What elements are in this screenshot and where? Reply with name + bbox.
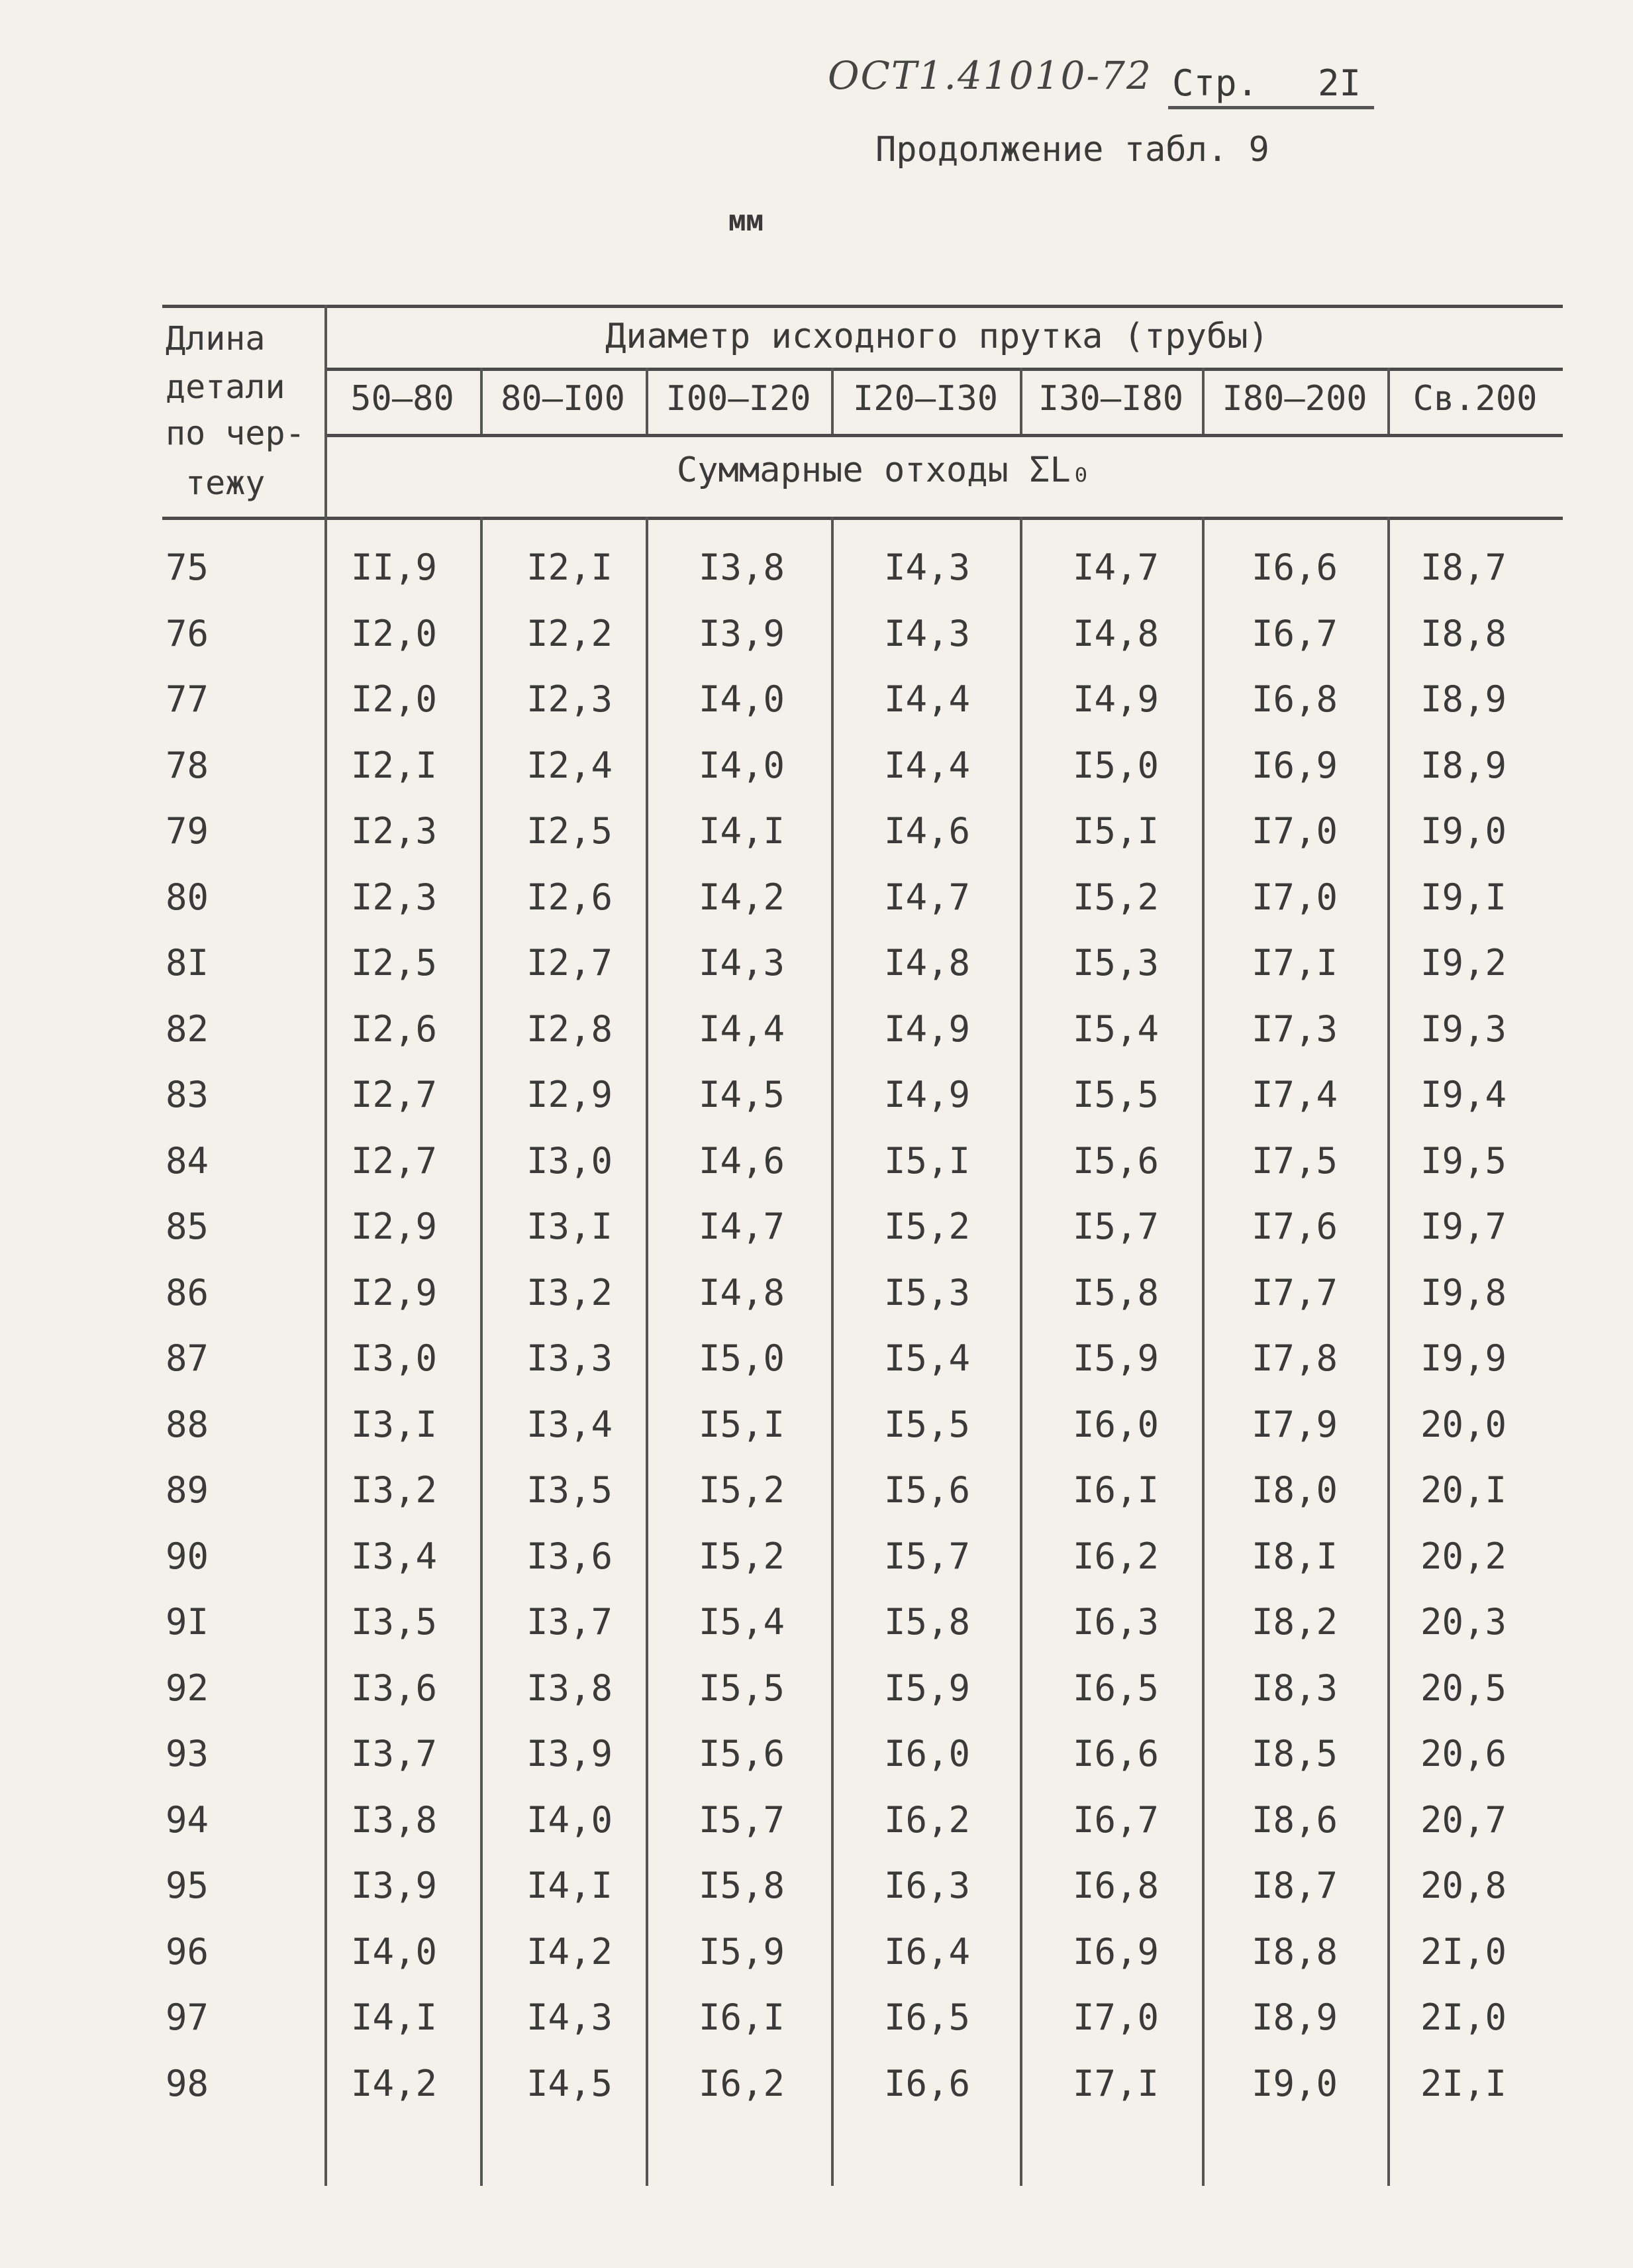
row-length: 77 bbox=[166, 678, 209, 720]
table-cell: I8,5 bbox=[1251, 1733, 1338, 1775]
table-cell: I7,6 bbox=[1251, 1206, 1338, 1247]
table-cell: I4,8 bbox=[698, 1272, 785, 1314]
table-cell: I5,I bbox=[698, 1404, 785, 1445]
row-length: 86 bbox=[166, 1272, 209, 1314]
table-cell: I7,5 bbox=[1251, 1140, 1338, 1182]
row-length: 9I bbox=[166, 1601, 209, 1643]
table-cell: I7,9 bbox=[1251, 1404, 1338, 1445]
table-cell: I4,I bbox=[350, 1996, 438, 2038]
row-length: 83 bbox=[166, 1074, 209, 1115]
table-cell: I5,2 bbox=[883, 1206, 971, 1247]
table-cell: I4,7 bbox=[698, 1206, 785, 1247]
table-cell: I4,3 bbox=[883, 546, 971, 588]
table-cell: I4,5 bbox=[526, 2063, 613, 2104]
table-cell: I5,6 bbox=[698, 1733, 785, 1775]
column-header-bottom-rule bbox=[324, 434, 1563, 437]
table-cell: I5,4 bbox=[1072, 1008, 1160, 1050]
table-cell: 2I,0 bbox=[1420, 1931, 1507, 1973]
row-length: 82 bbox=[166, 1008, 209, 1050]
table-cell: I4,I bbox=[526, 1865, 613, 1906]
table-cell: I4,2 bbox=[526, 1931, 613, 1973]
table-cell: I2,I bbox=[526, 546, 613, 588]
table-top-rule bbox=[162, 305, 1563, 308]
row-length: 94 bbox=[166, 1799, 209, 1841]
table-cell: I3,8 bbox=[526, 1667, 613, 1709]
table-cell: I4,7 bbox=[1072, 546, 1160, 588]
table-cell: I3,4 bbox=[526, 1404, 613, 1445]
table-cell: I8,8 bbox=[1420, 613, 1507, 654]
table-cell: I2,3 bbox=[350, 876, 438, 918]
table-cell: II,9 bbox=[350, 546, 438, 588]
table-cell: I5,0 bbox=[1072, 745, 1160, 786]
table-cell: I7,0 bbox=[1072, 1996, 1160, 2038]
table-cell: I2,8 bbox=[526, 1008, 613, 1050]
table-cell: 20,I bbox=[1420, 1469, 1507, 1511]
table-cell: 20,5 bbox=[1420, 1667, 1507, 1709]
table-cell: I3,6 bbox=[526, 1535, 613, 1577]
table-cell: I2,3 bbox=[526, 678, 613, 720]
table-cell: I3,4 bbox=[350, 1535, 438, 1577]
header-bottom-rule bbox=[162, 517, 1563, 520]
table-cell: I6,5 bbox=[883, 1996, 971, 2038]
column-header-divider bbox=[480, 368, 483, 434]
table-cell: I4,3 bbox=[698, 942, 785, 984]
table-cell: I9,3 bbox=[1420, 1008, 1507, 1050]
table-cell: I9,9 bbox=[1420, 1337, 1507, 1379]
table-cell: I6,4 bbox=[883, 1931, 971, 1973]
row-length: 87 bbox=[166, 1337, 209, 1379]
column-header: Св.200 bbox=[1412, 379, 1538, 419]
table-cell: I4,3 bbox=[883, 613, 971, 654]
column-header-divider bbox=[831, 368, 834, 434]
table-cell: I2,0 bbox=[350, 678, 438, 720]
stub-header-line: детали bbox=[166, 368, 285, 406]
table-cell: I9,7 bbox=[1420, 1206, 1507, 1247]
table-cell: 20,7 bbox=[1420, 1799, 1507, 1841]
table-cell: I5,8 bbox=[698, 1865, 785, 1906]
table-cell: I3,9 bbox=[698, 613, 785, 654]
table-cell: I2,7 bbox=[350, 1140, 438, 1182]
table-cell: I7,4 bbox=[1251, 1074, 1338, 1115]
column-divider bbox=[646, 517, 648, 2186]
table-cell: I4,6 bbox=[698, 1140, 785, 1182]
table-cell: I4,9 bbox=[883, 1008, 971, 1050]
table-cell: 20,0 bbox=[1420, 1404, 1507, 1445]
table-cell: I7,8 bbox=[1251, 1337, 1338, 1379]
row-length: 90 bbox=[166, 1535, 209, 1577]
page-number: 2I bbox=[1318, 62, 1361, 104]
table-cell: I3,7 bbox=[350, 1733, 438, 1775]
column-header-divider bbox=[646, 368, 648, 434]
row-length: 92 bbox=[166, 1667, 209, 1709]
row-length: 8I bbox=[166, 942, 209, 984]
table-cell: I7,3 bbox=[1251, 1008, 1338, 1050]
table-cell: I4,2 bbox=[698, 876, 785, 918]
table-cell: I5,I bbox=[1072, 810, 1160, 852]
table-cell: I4,9 bbox=[883, 1074, 971, 1115]
table-cell: I3,I bbox=[350, 1404, 438, 1445]
table-cell: I5,2 bbox=[1072, 876, 1160, 918]
row-length: 89 bbox=[166, 1469, 209, 1511]
table-cell: I4,I bbox=[698, 810, 785, 852]
row-length: 78 bbox=[166, 745, 209, 786]
table-cell: I6,I bbox=[1072, 1469, 1160, 1511]
table-cell: I3,9 bbox=[526, 1733, 613, 1775]
table-cell: I4,0 bbox=[526, 1799, 613, 1841]
row-length: 95 bbox=[166, 1865, 209, 1906]
table-cell: I6,3 bbox=[883, 1865, 971, 1906]
table-cell: I8,3 bbox=[1251, 1667, 1338, 1709]
table-cell: I2,7 bbox=[350, 1074, 438, 1115]
table-cell: I6,7 bbox=[1072, 1799, 1160, 1841]
table-cell: I6,5 bbox=[1072, 1667, 1160, 1709]
table-cell: I8,7 bbox=[1251, 1865, 1338, 1906]
table-cell: I7,7 bbox=[1251, 1272, 1338, 1314]
table-cell: I9,8 bbox=[1420, 1272, 1507, 1314]
table-cell: I8,7 bbox=[1420, 546, 1507, 588]
table-cell: I5,7 bbox=[883, 1535, 971, 1577]
table-cell: 20,8 bbox=[1420, 1865, 1507, 1906]
table-cell: I3,7 bbox=[526, 1601, 613, 1643]
table-cell: I5,2 bbox=[698, 1469, 785, 1511]
table-cell: I3,3 bbox=[526, 1337, 613, 1379]
table-cell: I6,7 bbox=[1251, 613, 1338, 654]
table-cell: I4,2 bbox=[350, 2063, 438, 2104]
table-cell: I5,0 bbox=[698, 1337, 785, 1379]
row-length: 85 bbox=[166, 1206, 209, 1247]
table-cell: I4,9 bbox=[1072, 678, 1160, 720]
table-cell: I8,2 bbox=[1251, 1601, 1338, 1643]
table-cell: I6,0 bbox=[1072, 1404, 1160, 1445]
table-cell: I6,6 bbox=[1251, 546, 1338, 588]
column-header: I20–I30 bbox=[852, 379, 999, 419]
table-cell: I3,5 bbox=[350, 1601, 438, 1643]
table-cell: I8,9 bbox=[1420, 745, 1507, 786]
table-cell: I4,5 bbox=[698, 1074, 785, 1115]
column-divider bbox=[1202, 517, 1205, 2186]
table-cell: I2,6 bbox=[350, 1008, 438, 1050]
table-cell: I5,I bbox=[883, 1140, 971, 1182]
column-header-top-rule bbox=[324, 368, 1563, 371]
row-length: 98 bbox=[166, 2063, 209, 2104]
table-cell: I2,9 bbox=[350, 1206, 438, 1247]
table-cell: I2,6 bbox=[526, 876, 613, 918]
table-cell: I5,6 bbox=[1072, 1140, 1160, 1182]
row-length: 96 bbox=[166, 1931, 209, 1973]
table-cell: I5,4 bbox=[698, 1601, 785, 1643]
table-cell: I8,9 bbox=[1251, 1996, 1338, 2038]
table-cell: I6,3 bbox=[1072, 1601, 1160, 1643]
table-cell: I5,2 bbox=[698, 1535, 785, 1577]
table-continuation-title: Продолжение табл. 9 bbox=[875, 130, 1269, 170]
group-header: Диаметр исходного прутка (трубы) bbox=[605, 317, 1269, 356]
column-header: 80–I00 bbox=[501, 379, 625, 419]
table-cell: I2,9 bbox=[526, 1074, 613, 1115]
table-cell: I4,8 bbox=[1072, 613, 1160, 654]
stub-divider bbox=[324, 305, 327, 2186]
table-cell: I4,7 bbox=[883, 876, 971, 918]
table-cell: I6,6 bbox=[1072, 1733, 1160, 1775]
table-cell: I7,0 bbox=[1251, 810, 1338, 852]
table-cell: I5,6 bbox=[883, 1469, 971, 1511]
table-cell: I3,8 bbox=[698, 546, 785, 588]
table-cell: I4,4 bbox=[883, 678, 971, 720]
table-cell: I5,5 bbox=[698, 1667, 785, 1709]
column-divider bbox=[1387, 517, 1390, 2186]
column-divider bbox=[1020, 517, 1022, 2186]
unit-label: мм bbox=[728, 204, 764, 238]
table-cell: I8,9 bbox=[1420, 678, 1507, 720]
table-cell: I4,0 bbox=[698, 678, 785, 720]
row-length: 79 bbox=[166, 810, 209, 852]
table-cell: I3,2 bbox=[350, 1469, 438, 1511]
column-divider bbox=[831, 517, 834, 2186]
table-cell: I3,5 bbox=[526, 1469, 613, 1511]
table-cell: I6,2 bbox=[698, 2063, 785, 2104]
table-cell: I9,0 bbox=[1251, 2063, 1338, 2104]
table-cell: I4,6 bbox=[883, 810, 971, 852]
table-cell: I6,8 bbox=[1072, 1865, 1160, 1906]
table-cell: I8,8 bbox=[1251, 1931, 1338, 1973]
waste-sum-header: Суммарные отходы ΣL₀ bbox=[676, 450, 1092, 490]
table-cell: I3,0 bbox=[350, 1337, 438, 1379]
row-length: 80 bbox=[166, 876, 209, 918]
table-cell: I3,9 bbox=[350, 1865, 438, 1906]
table-cell: I2,4 bbox=[526, 745, 613, 786]
table-cell: I4,4 bbox=[883, 745, 971, 786]
table-cell: I5,9 bbox=[883, 1667, 971, 1709]
table-cell: I9,5 bbox=[1420, 1140, 1507, 1182]
table-cell: I2,2 bbox=[526, 613, 613, 654]
stub-header-line: по чер- bbox=[166, 414, 305, 452]
table-cell: I5,7 bbox=[1072, 1206, 1160, 1247]
table-cell: I3,2 bbox=[526, 1272, 613, 1314]
table-cell: I6,6 bbox=[883, 2063, 971, 2104]
table-cell: I5,9 bbox=[698, 1931, 785, 1973]
table-cell: I4,0 bbox=[698, 745, 785, 786]
table-cell: I4,3 bbox=[526, 1996, 613, 2038]
table-cell: I3,8 bbox=[350, 1799, 438, 1841]
table-cell: I5,3 bbox=[1072, 942, 1160, 984]
table-cell: I7,0 bbox=[1251, 876, 1338, 918]
table-cell: I2,7 bbox=[526, 942, 613, 984]
table-cell: 2I,I bbox=[1420, 2063, 1507, 2104]
table-cell: I2,0 bbox=[350, 613, 438, 654]
table-cell: I5,9 bbox=[1072, 1337, 1160, 1379]
row-length: 93 bbox=[166, 1733, 209, 1775]
table-cell: I2,5 bbox=[526, 810, 613, 852]
page-label: Стр. bbox=[1172, 62, 1259, 104]
table-cell: I9,4 bbox=[1420, 1074, 1507, 1115]
table-cell: I6,0 bbox=[883, 1733, 971, 1775]
table-cell: I2,5 bbox=[350, 942, 438, 984]
table-cell: I5,3 bbox=[883, 1272, 971, 1314]
table-cell: I5,5 bbox=[1072, 1074, 1160, 1115]
table-cell: I7,I bbox=[1072, 2063, 1160, 2104]
column-header-divider bbox=[1387, 368, 1390, 434]
table-cell: I6,9 bbox=[1072, 1931, 1160, 1973]
document-code: ОСТ1.41010-72 bbox=[828, 53, 1152, 98]
row-length: 97 bbox=[166, 1996, 209, 2038]
table-cell: I5,4 bbox=[883, 1337, 971, 1379]
stub-header-line: тежу bbox=[185, 464, 266, 502]
table-cell: 20,3 bbox=[1420, 1601, 1507, 1643]
table-cell: I8,I bbox=[1251, 1535, 1338, 1577]
column-header: I00–I20 bbox=[666, 379, 811, 419]
table-cell: I6,2 bbox=[1072, 1535, 1160, 1577]
table-cell: I2,9 bbox=[350, 1272, 438, 1314]
table-cell: I6,9 bbox=[1251, 745, 1338, 786]
table-cell: I3,I bbox=[526, 1206, 613, 1247]
table-cell: I5,8 bbox=[883, 1601, 971, 1643]
row-length: 88 bbox=[166, 1404, 209, 1445]
table-cell: 2I,0 bbox=[1420, 1996, 1507, 2038]
column-header: I80–200 bbox=[1222, 379, 1367, 419]
table-cell: I4,8 bbox=[883, 942, 971, 984]
table-cell: I6,8 bbox=[1251, 678, 1338, 720]
table-cell: I5,8 bbox=[1072, 1272, 1160, 1314]
column-header: 50–80 bbox=[350, 379, 454, 419]
table-cell: I4,0 bbox=[350, 1931, 438, 1973]
table-cell: I3,6 bbox=[350, 1667, 438, 1709]
column-header-divider bbox=[1020, 368, 1022, 434]
stub-header-line: Длина bbox=[166, 319, 266, 358]
table-cell: I9,I bbox=[1420, 876, 1507, 918]
row-length: 75 bbox=[166, 546, 209, 588]
table-cell: I3,0 bbox=[526, 1140, 613, 1182]
table-cell: I7,I bbox=[1251, 942, 1338, 984]
table-cell: I9,0 bbox=[1420, 810, 1507, 852]
table-cell: I9,2 bbox=[1420, 942, 1507, 984]
row-length: 76 bbox=[166, 613, 209, 654]
table-cell: I2,3 bbox=[350, 810, 438, 852]
table-cell: I5,5 bbox=[883, 1404, 971, 1445]
table-cell: 20,2 bbox=[1420, 1535, 1507, 1577]
table-cell: 20,6 bbox=[1420, 1733, 1507, 1775]
table-cell: I6,2 bbox=[883, 1799, 971, 1841]
table-cell: I8,0 bbox=[1251, 1469, 1338, 1511]
table-cell: I5,7 bbox=[698, 1799, 785, 1841]
column-divider bbox=[480, 517, 483, 2186]
table-cell: I6,I bbox=[698, 1996, 785, 2038]
row-length: 84 bbox=[166, 1140, 209, 1182]
table-cell: I2,I bbox=[350, 745, 438, 786]
column-header: I30–I80 bbox=[1038, 379, 1184, 419]
table-cell: I8,6 bbox=[1251, 1799, 1338, 1841]
column-header-divider bbox=[1202, 368, 1205, 434]
table-cell: I4,4 bbox=[698, 1008, 785, 1050]
